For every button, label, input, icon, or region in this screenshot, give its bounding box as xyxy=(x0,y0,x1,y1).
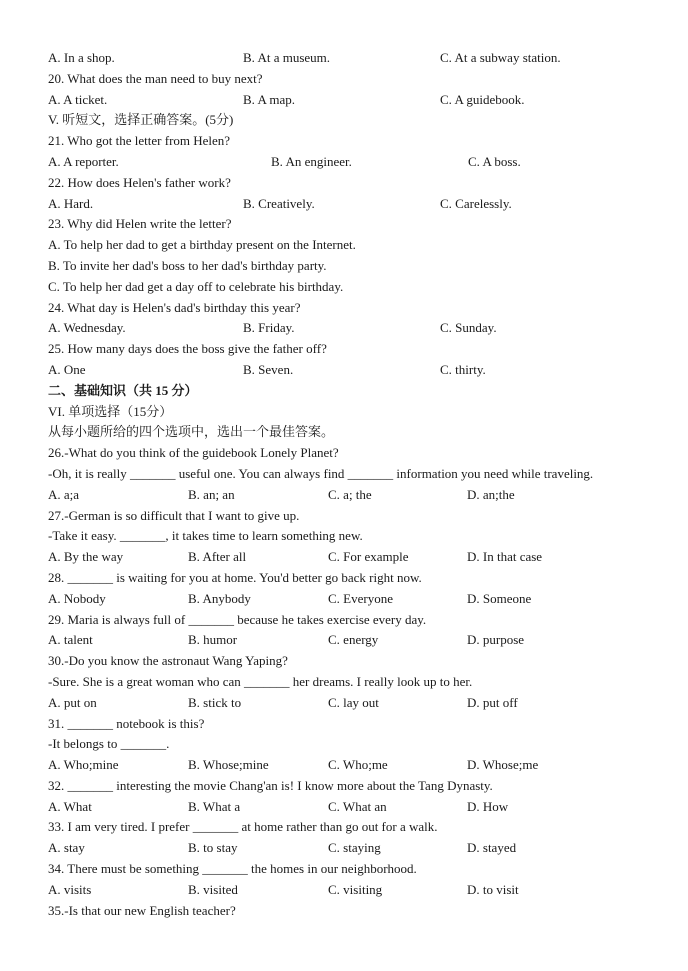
line-text: 35.-Is that our new English teacher? xyxy=(48,902,236,918)
option-a: A. Hard. xyxy=(48,195,94,211)
option-a: A. What xyxy=(48,798,92,814)
line-text: 30.-Do you know the astronaut Wang Yaping? xyxy=(48,653,288,669)
option-row xyxy=(48,797,648,818)
option-c: C. What an xyxy=(328,798,387,814)
option-d: D. to visit xyxy=(467,881,519,897)
option-a: A. A ticket. xyxy=(48,91,108,107)
line-text: 31. _______ notebook is this? xyxy=(48,715,205,731)
text-line xyxy=(48,464,648,485)
option-d: D. How xyxy=(467,798,509,814)
text-line xyxy=(48,610,648,631)
option-c: C. For example xyxy=(328,549,409,565)
line-text: 33. I am very tired. I prefer _______ at home rather than go out for a walk. xyxy=(48,819,438,835)
option-row xyxy=(48,48,648,69)
text-line xyxy=(48,277,648,298)
text-line xyxy=(48,173,648,194)
text-line xyxy=(48,298,648,319)
option-b: B. What a xyxy=(188,798,241,814)
line-text: 23. Why did Helen write the letter? xyxy=(48,216,232,232)
option-c: C. Carelessly. xyxy=(440,195,512,211)
option-c: C. Who;me xyxy=(328,757,388,773)
option-a: A. A reporter. xyxy=(48,153,119,169)
option-row xyxy=(48,90,648,111)
option-row xyxy=(48,547,648,568)
section-heading xyxy=(48,381,648,402)
option-c: C. energy xyxy=(328,632,379,648)
option-a: A. By the way xyxy=(48,549,124,565)
option-a: A. a;a xyxy=(48,486,80,502)
line-text: 28. _______ is waiting for you at home. You'd better go back right now. xyxy=(48,569,422,585)
text-line xyxy=(48,339,648,360)
option-b: B. humor xyxy=(188,632,238,648)
option-a: A. stay xyxy=(48,840,85,856)
option-c: C. A boss. xyxy=(468,153,521,169)
option-c: C. Everyone xyxy=(328,590,393,606)
text-line xyxy=(48,214,648,235)
option-d: D. In that case xyxy=(467,549,543,565)
line-text: 20. What does the man need to buy next? xyxy=(48,70,263,86)
option-row xyxy=(48,755,648,776)
option-a: A. Wednesday. xyxy=(48,320,126,336)
option-row xyxy=(48,152,648,173)
line-text: VI. 单项选择（15分） xyxy=(48,403,173,419)
text-line xyxy=(48,568,648,589)
option-c: C. visiting xyxy=(328,881,383,897)
option-row xyxy=(48,318,648,339)
option-row xyxy=(48,589,648,610)
text-line xyxy=(48,651,648,672)
option-b: B. to stay xyxy=(188,840,238,856)
option-c: C. lay out xyxy=(328,694,379,710)
text-line xyxy=(48,131,648,152)
option-row xyxy=(48,194,648,215)
option-row xyxy=(48,630,648,651)
option-b: B. A map. xyxy=(243,91,296,107)
line-text: B. To invite her dad's boss to her dad's birthday party. xyxy=(48,257,327,273)
option-a: A. talent xyxy=(48,632,93,648)
text-line xyxy=(48,817,648,838)
option-d: D. an;the xyxy=(467,486,515,502)
option-b: B. Seven. xyxy=(243,361,294,377)
text-line xyxy=(48,235,648,256)
line-text: 27.-German is so difficult that I want to give up. xyxy=(48,507,300,523)
text-line xyxy=(48,69,648,90)
option-b: B. stick to xyxy=(188,694,242,710)
line-text: -It belongs to _______. xyxy=(48,736,170,752)
line-text: 32. _______ interesting the movie Chang'an is! I know more about the Tang Dynasty. xyxy=(48,777,493,793)
option-c: C. staying xyxy=(328,840,381,856)
line-text: A. To help her dad to get a birthday present on the Internet. xyxy=(48,237,356,253)
section-heading-text: 二、基础知识（共 15 分） xyxy=(48,382,198,398)
text-line xyxy=(48,859,648,880)
option-c: C. thirty. xyxy=(440,361,486,377)
option-b: B. Creatively. xyxy=(243,195,315,211)
option-c: C. A guidebook. xyxy=(440,91,525,107)
line-text: 22. How does Helen's father work? xyxy=(48,174,231,190)
text-line xyxy=(48,672,648,693)
line-text: -Oh, it is really _______ useful one. You can always find _______ information you need while traveling. xyxy=(48,465,594,481)
option-c: C. Sunday. xyxy=(440,320,497,336)
option-c: C. a; the xyxy=(328,486,372,502)
line-text: 从每小题所给的四个选项中，选出一个最佳答案。 xyxy=(48,424,335,440)
option-row xyxy=(48,693,648,714)
text-line xyxy=(48,402,648,423)
line-text: 24. What day is Helen's dad's birthday this year? xyxy=(48,299,301,315)
line-text: C. To help her dad get a day off to celebrate his birthday. xyxy=(48,278,344,294)
text-line xyxy=(48,901,648,922)
option-b: B. Friday. xyxy=(243,320,295,336)
option-row xyxy=(48,485,648,506)
option-row xyxy=(48,838,648,859)
option-b: B. Anybody xyxy=(188,590,251,606)
text-line xyxy=(48,506,648,527)
text-line xyxy=(48,734,648,755)
text-line xyxy=(48,110,648,131)
exam-page xyxy=(48,48,648,921)
line-text: -Sure. She is a great woman who can _______ her dreams. I really look up to her. xyxy=(48,673,473,689)
option-b: B. Whose;mine xyxy=(188,757,269,773)
option-d: D. Someone xyxy=(467,590,532,606)
option-d: D. Whose;me xyxy=(467,757,539,773)
line-text: 34. There must be something _______ the homes in our neighborhood. xyxy=(48,861,417,877)
text-line xyxy=(48,776,648,797)
line-text: 21. Who got the letter from Helen? xyxy=(48,133,231,149)
text-line xyxy=(48,422,648,443)
option-b: B. visited xyxy=(188,881,238,897)
option-d: D. put off xyxy=(467,694,518,710)
text-line xyxy=(48,443,648,464)
line-text: 29. Maria is always full of _______ because he takes exercise every day. xyxy=(48,611,427,627)
option-a: A. Who;mine xyxy=(48,757,119,773)
option-b: B. An engineer. xyxy=(271,153,352,169)
line-text: V. 听短文，选择正确答案。(5分) xyxy=(48,112,234,128)
option-row xyxy=(48,880,648,901)
text-line xyxy=(48,714,648,735)
option-b: B. After all xyxy=(188,549,247,565)
option-a: A. One xyxy=(48,361,86,377)
line-text: 26.-What do you think of the guidebook Lonely Planet? xyxy=(48,445,339,461)
option-row xyxy=(48,360,648,381)
option-a: A. In a shop. xyxy=(48,50,115,65)
option-a: A. Nobody xyxy=(48,590,106,606)
line-text: -Take it easy. _______, it takes time to learn something new. xyxy=(48,528,363,544)
option-a: A. put on xyxy=(48,694,97,710)
option-d: D. stayed xyxy=(467,840,517,856)
option-c: C. At a subway station. xyxy=(440,50,561,65)
option-a: A. visits xyxy=(48,881,92,897)
text-line xyxy=(48,526,648,547)
line-text: 25. How many days does the boss give the father off? xyxy=(48,341,327,357)
option-b: B. an; an xyxy=(188,486,235,502)
text-line xyxy=(48,256,648,277)
option-d: D. purpose xyxy=(467,632,525,648)
option-b: B. At a museum. xyxy=(243,50,331,65)
